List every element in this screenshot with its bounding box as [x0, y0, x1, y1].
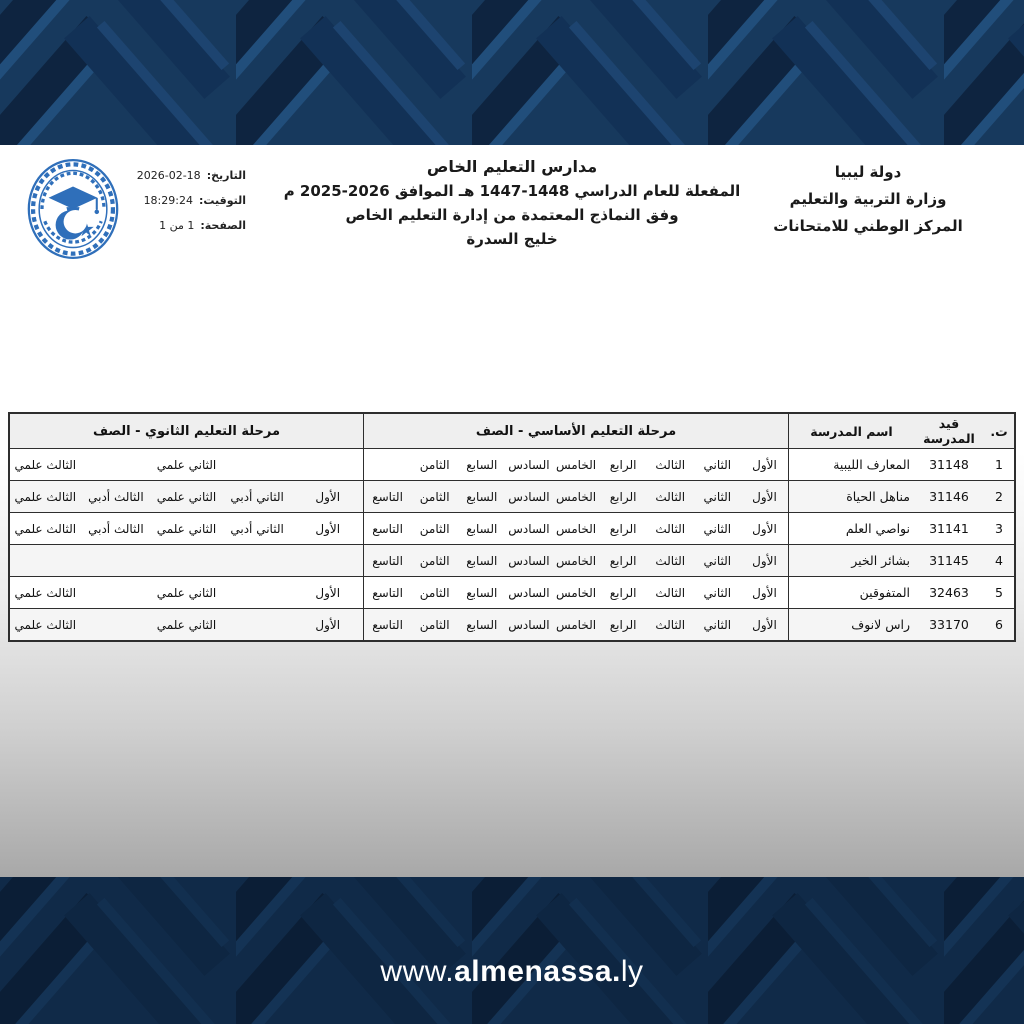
document-page [0, 145, 1024, 877]
table-row [10, 544, 1014, 576]
basic-grade-7: السابع [466, 457, 498, 472]
basic-grade-6: السادس [508, 553, 550, 568]
national-examinations-center-seal-icon [26, 157, 120, 265]
basic-grade-5: الخامس [555, 585, 597, 600]
schools-table [8, 412, 1016, 642]
secondary-grade-3: الثاني علمي [156, 457, 217, 472]
school-name: نواصي العلم [845, 521, 910, 536]
time-label: التوقيت: [198, 194, 246, 207]
basic-grade-9: التاسع [372, 553, 403, 568]
secondary-grade-4: الثالث أدبي [88, 521, 144, 536]
meta-date-row [126, 169, 246, 194]
basic-grade-6: السادس [508, 457, 550, 472]
report-title-block [282, 155, 742, 251]
school-name: مناهل الحياة [846, 489, 910, 504]
page-value: 1 من 1 [159, 219, 195, 232]
watermark-tld: ly [620, 955, 644, 988]
basic-grade-4: الرابع [609, 585, 637, 600]
secondary-grade-4: الثالث أدبي [88, 489, 144, 504]
basic-grade-6: السادس [508, 489, 550, 504]
table-header-row [10, 414, 1014, 448]
basic-grades-cell [363, 609, 788, 640]
school-info-cell [788, 449, 1014, 480]
basic-grade-3: الثالث [655, 553, 686, 568]
secondary-grades-cell [10, 545, 363, 576]
basic-grade-7: السابع [466, 553, 498, 568]
top-banner-pattern [0, 0, 1024, 145]
row-number: 2 [995, 489, 1003, 504]
row-number: 6 [995, 617, 1003, 632]
org-line-center: المركز الوطني للامتحانات [773, 217, 963, 235]
secondary-grade-5: الثالث علمي [14, 489, 77, 504]
secondary-grades-cell [10, 449, 363, 480]
weave-pattern-icon [0, 877, 1024, 1024]
header-row-number: ت. [990, 423, 1008, 439]
secondary-grades-cell [10, 577, 363, 608]
secondary-grades-cell [10, 609, 363, 640]
org-line-ministry: وزارة التربية والتعليم [789, 190, 947, 208]
school-name: المعارف الليبية [833, 457, 910, 472]
header-secondary-stage: مرحلة التعليم الثانوي - الصف [92, 423, 281, 439]
basic-grades-cell [363, 577, 788, 608]
basic-grade-1: الأول [752, 585, 777, 600]
basic-grades-cell [363, 481, 788, 512]
basic-grade-7: السابع [466, 585, 498, 600]
basic-grade-8: الثامن [419, 617, 450, 632]
meta-page-row [126, 219, 246, 244]
secondary-grade-3: الثاني علمي [156, 617, 217, 632]
basic-grade-2: الثاني [703, 521, 732, 536]
school-info-cell [788, 481, 1014, 512]
basic-grade-2: الثاني [703, 489, 732, 504]
secondary-grade-5: الثالث علمي [14, 521, 77, 536]
school-id: 31145 [929, 553, 969, 568]
basic-grade-9: التاسع [372, 489, 403, 504]
secondary-grade-3: الثاني علمي [156, 489, 217, 504]
secondary-grade-1: الأول [315, 489, 341, 504]
basic-grade-3: الثالث [655, 521, 686, 536]
header-school-id: قيد المدرسة [923, 416, 975, 446]
basic-grade-9: التاسع [372, 617, 403, 632]
basic-grade-9: التاسع [372, 585, 403, 600]
basic-grade-5: الخامس [555, 553, 597, 568]
basic-grade-4: الرابع [609, 617, 637, 632]
school-id: 31141 [929, 521, 969, 536]
basic-grade-8: الثامن [419, 457, 450, 472]
school-id: 31146 [929, 489, 969, 504]
basic-grade-2: الثاني [703, 457, 732, 472]
secondary-grade-2: الثاني أدبي [230, 521, 284, 536]
print-meta-block [126, 169, 246, 244]
basic-grade-2: الثاني [703, 553, 732, 568]
school-info-cell [788, 513, 1014, 544]
basic-grade-2: الثاني [703, 617, 732, 632]
basic-grade-6: السادس [508, 521, 550, 536]
basic-grade-8: الثامن [419, 521, 450, 536]
row-number: 1 [995, 457, 1003, 472]
basic-grades-cell [363, 513, 788, 544]
school-name: المتفوقين [859, 585, 910, 600]
report-title: مدارس التعليم الخاص [426, 157, 598, 176]
secondary-grades-cell [10, 513, 363, 544]
school-id: 32463 [929, 585, 969, 600]
basic-grade-4: الرابع [609, 457, 637, 472]
secondary-grade-3: الثاني علمي [156, 521, 217, 536]
header-basic-stage: مرحلة التعليم الأساسي - الصف [363, 414, 788, 448]
watermark-www: www. [380, 955, 455, 988]
basic-grade-5: الخامس [555, 617, 597, 632]
basic-grade-5: الخامس [555, 457, 597, 472]
basic-grade-6: السادس [508, 585, 550, 600]
school-name: بشائر الخير [851, 553, 910, 568]
basic-grade-3: الثالث [655, 617, 686, 632]
secondary-grades-cell [10, 481, 363, 512]
time-value: 18:29:24 [143, 194, 193, 207]
bottom-banner-pattern [0, 877, 1024, 1024]
secondary-grade-1: الأول [315, 585, 341, 600]
basic-grade-7: السابع [466, 521, 498, 536]
basic-grade-5: الخامس [555, 521, 597, 536]
table-row [10, 608, 1014, 640]
basic-grade-4: الرابع [609, 489, 637, 504]
basic-grade-6: السادس [508, 617, 550, 632]
basic-grade-7: السابع [466, 617, 498, 632]
row-number: 5 [995, 585, 1003, 600]
basic-grade-4: الرابع [609, 553, 637, 568]
organization-block [748, 159, 988, 240]
basic-grade-9: التاسع [372, 521, 403, 536]
basic-grade-1: الأول [752, 521, 777, 536]
basic-grade-8: الثامن [419, 489, 450, 504]
secondary-grade-5: الثالث علمي [14, 617, 77, 632]
secondary-grade-1: الأول [315, 521, 341, 536]
secondary-grade-5: الثالث علمي [14, 457, 77, 472]
report-region: خليج السدرة [466, 230, 558, 248]
secondary-grade-5: الثالث علمي [14, 585, 77, 600]
basic-grade-8: الثامن [419, 585, 450, 600]
school-name: راس لانوف [851, 617, 910, 632]
basic-grade-2: الثاني [703, 585, 732, 600]
header-school-name: اسم المدرسة [810, 423, 893, 439]
basic-grade-3: الثالث [655, 585, 686, 600]
header-info-cell [788, 414, 1014, 448]
weave-pattern-icon [0, 0, 1024, 145]
almenassa-watermark [0, 955, 1024, 989]
school-info-cell [788, 609, 1014, 640]
row-number: 3 [995, 521, 1003, 536]
secondary-grade-2: الثاني أدبي [230, 489, 284, 504]
school-id: 33170 [929, 617, 969, 632]
watermark-brand: almenassa. [454, 955, 621, 988]
secondary-grade-3: الثاني علمي [156, 585, 217, 600]
table-row [10, 512, 1014, 544]
basic-grade-1: الأول [752, 457, 777, 472]
report-subtitle-forms: وفق النماذج المعتمدة من إدارة التعليم الخاص [345, 206, 679, 224]
table-row [10, 448, 1014, 480]
date-label: التاريخ: [206, 169, 246, 182]
basic-grades-cell [363, 545, 788, 576]
table-body [10, 448, 1014, 640]
basic-grade-7: السابع [466, 489, 498, 504]
school-info-cell [788, 545, 1014, 576]
meta-time-row [126, 194, 246, 219]
report-subtitle-year: المفعلة للعام الدراسي 1448-1447 هـ الموافق 2026-2025 م [283, 182, 741, 200]
basic-grade-4: الرابع [609, 521, 637, 536]
basic-grade-8: الثامن [419, 553, 450, 568]
table-row [10, 576, 1014, 608]
row-number: 4 [995, 553, 1003, 568]
org-line-country: دولة ليبيا [834, 163, 902, 181]
basic-grade-1: الأول [752, 617, 777, 632]
table-row [10, 480, 1014, 512]
school-info-cell [788, 577, 1014, 608]
basic-grade-5: الخامس [555, 489, 597, 504]
school-id: 31148 [929, 457, 969, 472]
basic-grade-3: الثالث [655, 457, 686, 472]
secondary-grade-1: الأول [315, 617, 341, 632]
basic-grades-cell [363, 449, 788, 480]
page-label: الصفحة: [200, 219, 246, 232]
basic-grade-1: الأول [752, 489, 777, 504]
date-value: 2026-02-18 [136, 169, 201, 182]
basic-grade-3: الثالث [655, 489, 686, 504]
basic-grade-1: الأول [752, 553, 777, 568]
